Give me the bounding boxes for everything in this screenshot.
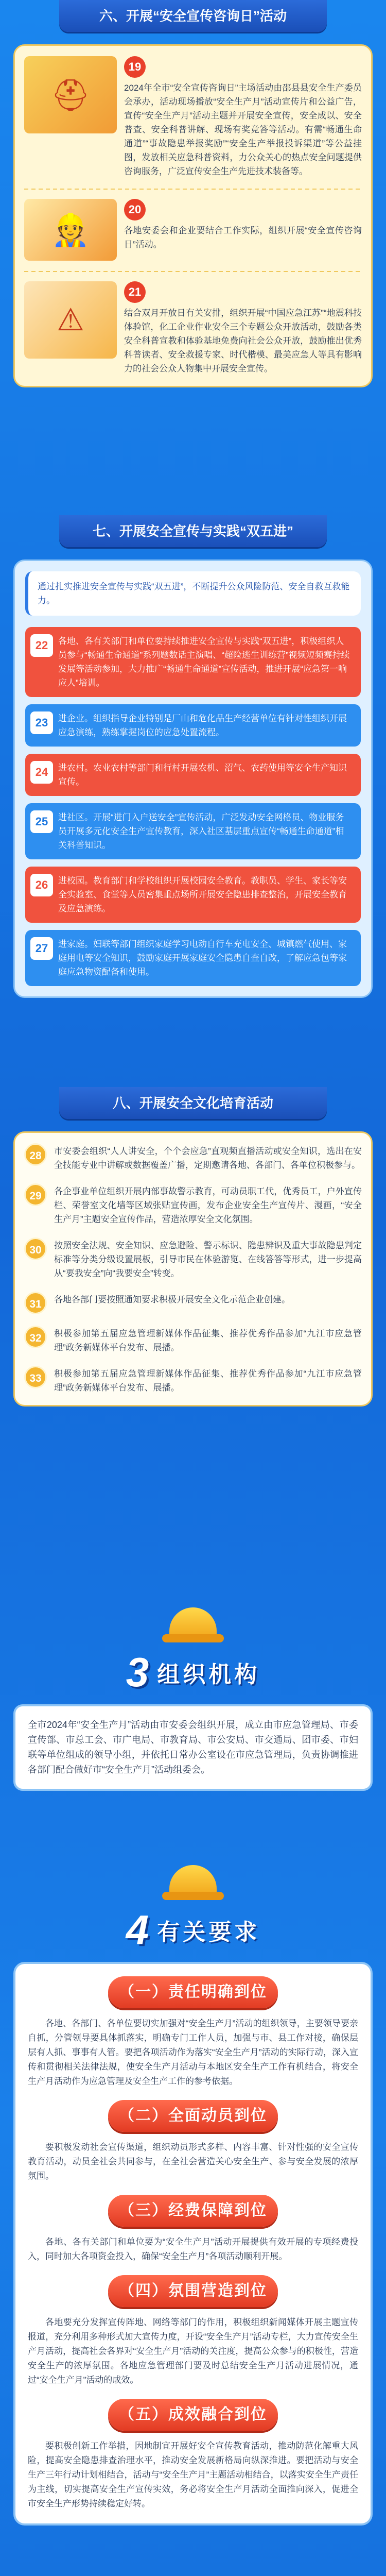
requirement-tag-5: （五）成效融合到位 (108, 2399, 278, 2431)
requirement-text-4: 各地要充分发挥宣传阵地、网络等部门的作用，积极组织新闻媒体开展主题宣传报道，充分利用多种形式加大宣传力度，开设“安全生产月”活动专栏，大力宣传安全生产月活动，提高社会各界对“安全生产月”活动的关注度，提高公众参与的积极性，营造安全生产的浓厚氛围。各地应急管理部门要及时总结安全生产月活动进展情况，通过“安全生产月”活动的成效。 (28, 2317, 358, 2385)
item-number: 30 (24, 1238, 47, 1260)
card-20 (24, 199, 362, 261)
requirement-tag-3: （三）经费保障到位 (108, 2195, 278, 2227)
item-32 (24, 1326, 362, 1354)
block-number: 24 (30, 761, 53, 784)
block-text: 进家庭。妇联等部门组织家庭学习电动自行车充电安全、城镇燃气使用、家庭用电等安全知识，鼓励家庭开展家庭安全隐患自查自改，了解应急包等家庭应急物资配备和使用。 (58, 939, 347, 977)
section-8-title: 八、开展安全文化培育活动 (59, 1087, 327, 1119)
card-text: 结合双月开放日有关安排，组织开展“中国应急江苏”“地震科技体验馆，化工企业作业安全三个专题公众开放活动，鼓励各类安全科普宣教和体验基地免费向社会公众开放，鼓励推出优秀科普读者、安全救援专家、时代楷模、最美应急人等具有影响力的社会公众人物集中开展安全宣传。 (124, 308, 362, 374)
block-23 (25, 704, 361, 747)
divider (24, 271, 362, 272)
construction-icon: ⛑ (24, 56, 117, 133)
requirement-text-5: 要积极创新工作举措，因地制宜开展好安全宣传教育活动，推动防范化解重大风险，提高安全隐患排查治理水平，推动安全发展新格局向纵深推进。要把活动与安全生产三年行动计划相结合，活动与“安全生产月”主题活动相结合，以落实安全生产责任为主线，切实提高安全生产宣传实效，务必将安全生产月活动全面推向深入，促进全市安全生产形势持续稳定好转。 (28, 2441, 358, 2509)
worker-icon: 👷 (24, 199, 117, 261)
block-text: 各地、各有关部门和单位要持续推进安全宣传与实践“双五进”，积极组织人员参与“畅通生命通道”系列题数话主演唱、“超险逃生训练营”视频短频赛持续发展等活动参加，大力推广“畅通生命通道”宣传活动，推进开展“应急第一响应人”培训。 (58, 636, 350, 688)
card-text: 2024年全市“安全宣传咨询日”主场活动由邵县县安全生产委员会承办，活动现场播放“安全生产月”活动宣传片和公益广告，宣传“安全生产月”活动主题并开展安全宣传，安全成以、安全普查、安全科普讲解、现场有奖竞答等活动。有需“畅通生命通道”“事故隐患举报奖励”“安全生产举报投诉渠道”等公益挂图，发放相关应急科普资料，力公众关心的热点安全问题提供咨询服务，广泛宣传安全生产先进技术装备等。 (124, 83, 362, 176)
requirement-text-3: 各地、各有关部门和单位要为“安全生产月”活动开展提供有效开展的专项经费投入，同时加大各项资金投入，确保“安全生产月”各项活动顺利开展。 (28, 2237, 358, 2261)
block-number: 23 (30, 711, 53, 734)
item-29 (24, 1183, 362, 1226)
part-3-heading (0, 1649, 386, 1696)
item-number: 28 (24, 1143, 47, 1166)
section-7-intro: 通过扎实推进安全宣传与实践“双五进”，不断提升公众风险防范、安全自救互救能力。 (25, 571, 361, 616)
section-8 (0, 1087, 386, 1406)
card-19 (24, 56, 362, 178)
item-33 (24, 1366, 362, 1395)
item-30 (24, 1238, 362, 1280)
item-text: 积极参加第五届应急管理新媒体作品征集、推荐优秀作品参加“九江市应急管理”政务新媒体平台发布、展播。 (54, 1329, 362, 1352)
helmet-icon (162, 1865, 224, 1902)
section-8-panel (13, 1131, 373, 1406)
part-3-title: 组织机构 (157, 1662, 260, 1687)
card-text: 各地安委会和企业要结合工作实际，组织开展“安全宣传咨询日”活动。 (124, 226, 362, 249)
block-text: 进校园。教育部门和学校组织开展校园安全教育。教职员、学生、家长等安全实验室、食堂等人员密集重点场所开展安全隐患排查整治，开展安全教育及应急演练。 (58, 876, 347, 913)
part-4-title: 有关要求 (157, 1920, 260, 1945)
item-text: 按照安全法规、安全知识、应急避险、警示标识、隐患辨识及重大事故隐患判定标准等分类分级设置展板，引导市民在体验游览、在线答答等形式，进一步提高从“要我安全”向“我要安全”转变。 (54, 1241, 362, 1278)
block-22 (25, 627, 361, 697)
block-number: 27 (30, 937, 53, 960)
requirement-tag-4: （四）氛围营造到位 (108, 2275, 278, 2307)
requirement-text-1: 各地、各部门、各单位要切实加强对“安全生产月”活动的组织领导，主要领导要亲自抓，分管领导要具体抓落实，明确专门工作人员，加强与市、县工作对接，确保层层有人抓、事事有人管。要把各项活动作为落实“安全生产月”活动的实际行动，深入宣传和贯彻相关法律法规，使安全生产月活动与本地区安全生产工作有机结合，将安全生产月活动作为应急管理及安全生产工作的参考依据。 (28, 2019, 358, 2086)
block-24 (25, 754, 361, 796)
item-number: 29 (24, 1183, 47, 1206)
section-6-panel (13, 44, 373, 387)
part-4-number: 4 (126, 1907, 152, 1953)
card-21 (24, 281, 362, 376)
item-text: 各地各部门要按照通知要求积极开展安全文化示范企业创建。 (54, 1295, 290, 1304)
section-7-title: 七、开展安全宣传与实践“双五进” (59, 515, 327, 547)
requirement-tag-1: （一）责任明确到位 (108, 1976, 278, 2008)
section-7 (0, 515, 386, 998)
item-31 (24, 1292, 362, 1314)
block-text: 进企业。组织指导企业特别是厂山和危化品生产经营单位有针对性组织开展应急演练，熟练掌握岗位的应急处置流程。 (58, 714, 347, 737)
block-text: 进社区。开展“进门入户送安全”宣传活动，广泛发动安全网格员、物业服务员开展多元化安全生产宣传教育，深入社区基层重点宣传“畅通生命通道”相关科普知识。 (58, 812, 344, 850)
section-6-title: 六、开展“安全宣传咨询日”活动 (59, 0, 327, 32)
block-27 (25, 930, 361, 986)
item-number: 31 (24, 1292, 47, 1314)
part-4-heading (0, 1906, 386, 1954)
part-3 (0, 1607, 386, 1791)
item-28 (24, 1143, 362, 1172)
item-text: 市安委会组织“人人讲安全，个个会应急”直观频直播活动或安全知识，选出在安全技能专业中讲解或数据覆盖广播，定期邀请各地、各部门、各单位积极参与。 (54, 1146, 362, 1170)
block-number: 22 (30, 634, 53, 657)
item-number: 32 (24, 1326, 47, 1348)
part-4 (0, 1865, 386, 2526)
card-number: 19 (124, 56, 146, 78)
card-number: 21 (124, 281, 146, 303)
item-text: 积极参加第五届应急管理新媒体作品征集、推荐优秀作品参加“九江市应急管理”政务新媒体平台发布、展播。 (54, 1369, 362, 1393)
card-number: 20 (124, 199, 146, 221)
block-text: 进农村。农业农村等部门和行村开展农机、沼气、农药使用等安全生产知识宣传。 (58, 763, 347, 787)
block-25 (25, 803, 361, 859)
block-26 (25, 867, 361, 923)
item-text: 各企事业单位组织开展内部事故警示教育，可动员职工代，优秀员工，户外宣传栏、荣誉室文化墙等区域张贴宣传画，发布企业安全生产宣传片、漫画，“安全生产月”主题安全宣传作品，营造浓厚安全文化氛围。 (54, 1187, 362, 1224)
requirement-tag-2: （二）全面动员到位 (108, 2100, 278, 2132)
section-7-panel (13, 560, 373, 998)
part-3-number: 3 (126, 1649, 152, 1695)
helmet-icon (162, 1607, 224, 1645)
requirements-panel (13, 1962, 373, 2526)
warning-people-icon: ⚠ (24, 281, 117, 359)
section-6 (0, 0, 386, 387)
block-number: 26 (30, 874, 53, 896)
divider (24, 189, 362, 190)
item-number: 33 (24, 1366, 47, 1388)
requirement-text-2: 要积极发动社会宣传渠道，组织动员形式多样、内容丰富、针对性强的安全宣传教育活动，动员全社会共同参与，在全社会营造关心安全生产、参与安全发展的浓厚氛围。 (28, 2142, 358, 2181)
block-number: 25 (30, 810, 53, 833)
part-3-text: 全市2024年“安全生产月”活动由市安委会组织开展，成立由市应急管理局、市委宣传部、市总工会、市广电局、市教育局、市公安局、市交通局、团市委、市妇联等单位组成的领导小组，并依托日常办公室设在市应急管理局，负责协调推进各部门配合做好市“安全生产月”活动组委会。 (13, 1704, 373, 1791)
